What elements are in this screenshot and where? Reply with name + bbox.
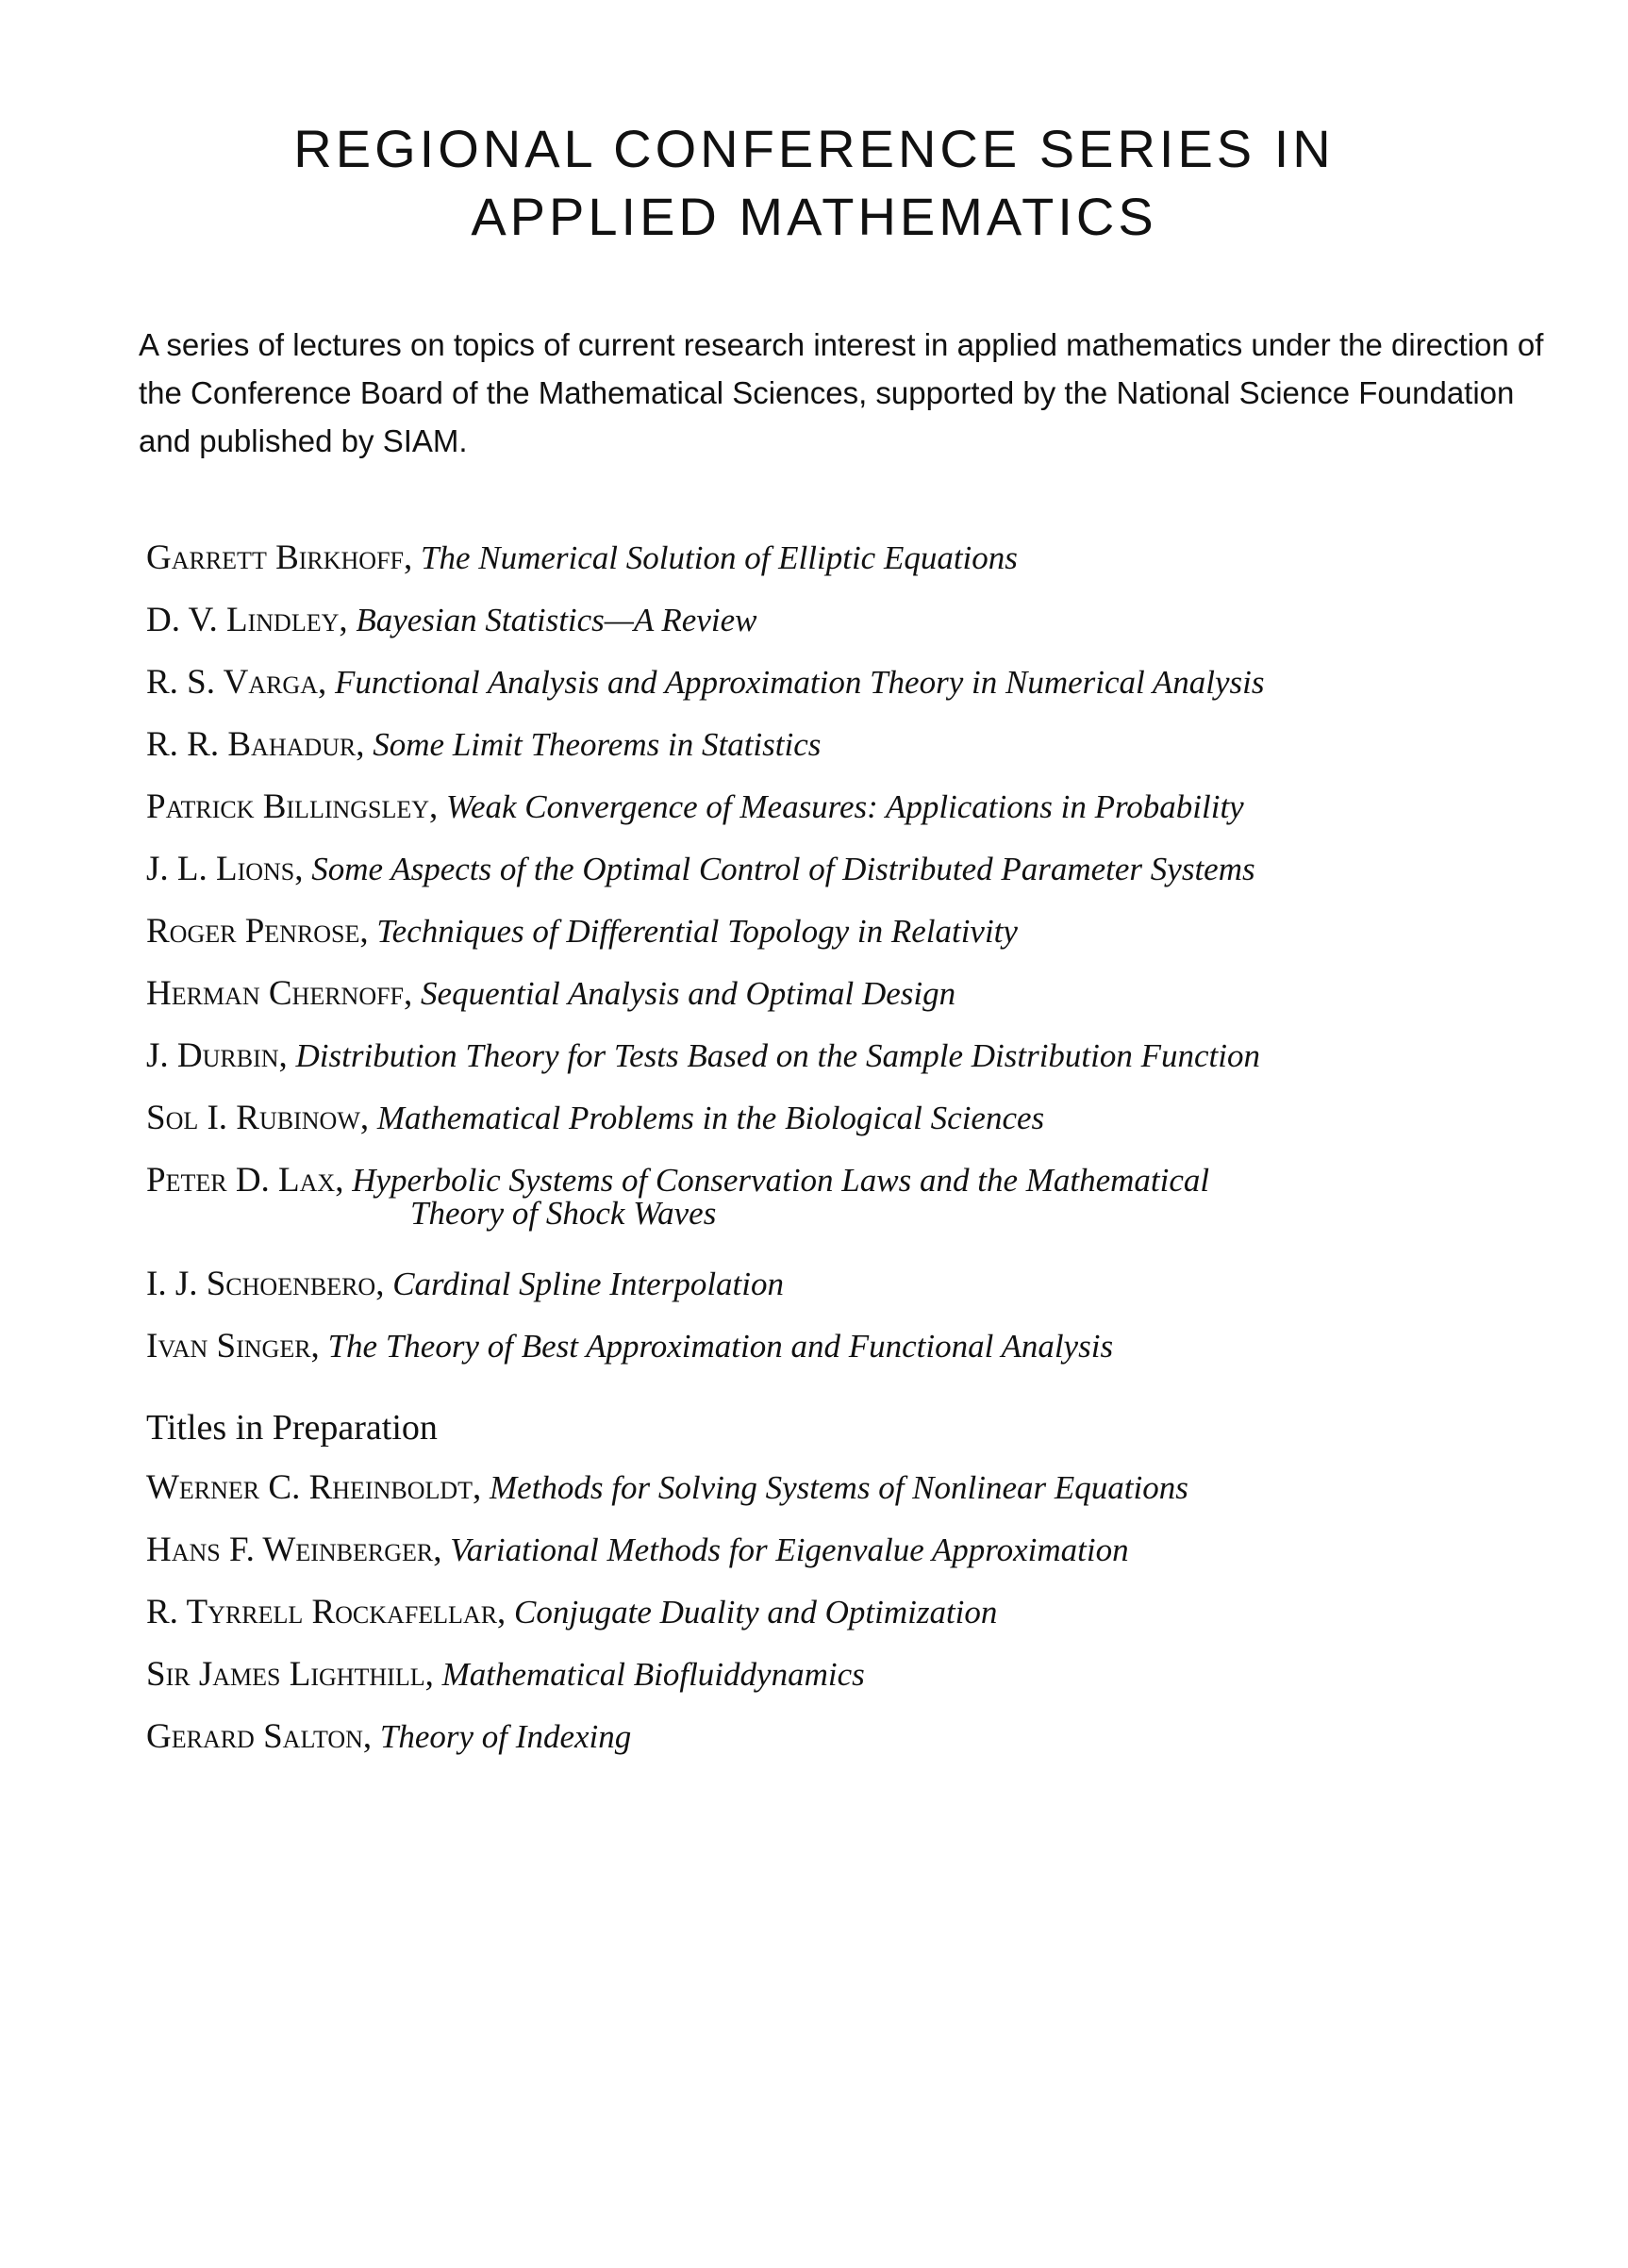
book-title: Weak Convergence of Measures: Applications in Probability — [446, 788, 1244, 825]
book-entry — [146, 1264, 784, 1304]
book-title: Hyperbolic Systems of Conservation Laws and the Mathematical — [352, 1162, 1210, 1199]
preparation-entry — [146, 1716, 631, 1757]
book-author: I. J. Schoenbero, — [146, 1265, 385, 1303]
book-title: Variational Methods for Eigenvalue Approximation — [450, 1531, 1129, 1568]
book-entry — [146, 1326, 1113, 1366]
book-title: Some Limit Theorems in Statistics — [373, 726, 822, 763]
series-description: A series of lectures on topics of current research interest in applied mathematics under the direction of the Conference Board of the Mathematical Sciences, supported by the National Science Foundation and published by SIAM. — [139, 327, 1544, 458]
book-author: Ivan Singer, — [146, 1327, 320, 1366]
book-title: Conjugate Duality and Optimization — [514, 1594, 998, 1631]
book-title: Sequential Analysis and Optimal Design — [421, 975, 956, 1012]
book-entry — [146, 1160, 1209, 1233]
book-author: Sol I. Rubinow, — [146, 1099, 370, 1137]
preparation-entry — [146, 1592, 997, 1632]
book-title: Mathematical Biofluiddynamics — [441, 1656, 865, 1693]
preparation-entry — [146, 1654, 865, 1695]
book-entry — [146, 724, 821, 765]
book-entry — [146, 538, 1018, 578]
book-author: Gerard Salton, — [146, 1717, 373, 1756]
book-author: Garrett Birkhoff, — [146, 538, 413, 577]
book-author: Werner C. Rheinboldt, — [146, 1468, 482, 1507]
preparation-entry — [146, 1467, 1188, 1508]
book-author: D. V. Lindley, — [146, 601, 348, 639]
book-author: Sir James Lighthill, — [146, 1655, 434, 1694]
book-title: Cardinal Spline Interpolation — [392, 1266, 785, 1302]
book-author: Patrick Billingsley, — [146, 787, 439, 826]
book-author: Herman Chernoff, — [146, 974, 413, 1013]
book-entry — [146, 849, 1255, 889]
book-title: Theory of Indexing — [379, 1718, 632, 1755]
book-entry — [146, 911, 1018, 952]
book-entry — [146, 786, 1244, 827]
book-author: R. R. Bahadur, — [146, 725, 365, 764]
book-title: Bayesian Statistics—A Review — [356, 602, 757, 638]
preparation-heading: Titles in Preparation — [146, 1408, 438, 1448]
book-title: Functional Analysis and Approximation Theory in Numerical Analysis — [334, 664, 1265, 701]
book-author: Roger Penrose, — [146, 912, 369, 951]
series-title-line-1: REGIONAL CONFERENCE SERIES IN — [293, 119, 1335, 178]
book-title-continuation: Theory of Shock Waves — [410, 1195, 717, 1232]
series-title-line-2: APPLIED MATHEMATICS — [471, 187, 1157, 246]
book-entry — [146, 600, 756, 640]
book-title: Mathematical Problems in the Biological Sciences — [376, 1100, 1045, 1136]
book-author: J. L. Lions, — [146, 850, 304, 888]
book-entry — [146, 973, 955, 1014]
book-title: Some Aspects of the Optimal Control of Distributed Parameter Systems — [311, 851, 1255, 887]
book-title: Distribution Theory for Tests Based on the Sample Distribution Function — [295, 1037, 1260, 1074]
book-author: Peter D. Lax, — [146, 1161, 344, 1200]
book-author: J. Durbin, — [146, 1036, 288, 1075]
book-title: The Numerical Solution of Elliptic Equations — [421, 539, 1018, 576]
book-entry — [146, 1098, 1044, 1138]
book-entry — [146, 1035, 1260, 1076]
book-author: R. Tyrrell Rockafellar, — [146, 1593, 507, 1631]
book-title: The Theory of Best Approximation and Functional Analysis — [327, 1328, 1114, 1365]
preparation-entry — [146, 1530, 1129, 1570]
series-title — [0, 115, 1628, 251]
book-entry — [146, 662, 1264, 703]
book-title: Techniques of Differential Topology in Relativity — [376, 913, 1018, 950]
book-title: Methods for Solving Systems of Nonlinear Equations — [490, 1469, 1188, 1506]
book-author: R. S. Varga, — [146, 663, 327, 702]
book-author: Hans F. Weinberger, — [146, 1531, 442, 1569]
